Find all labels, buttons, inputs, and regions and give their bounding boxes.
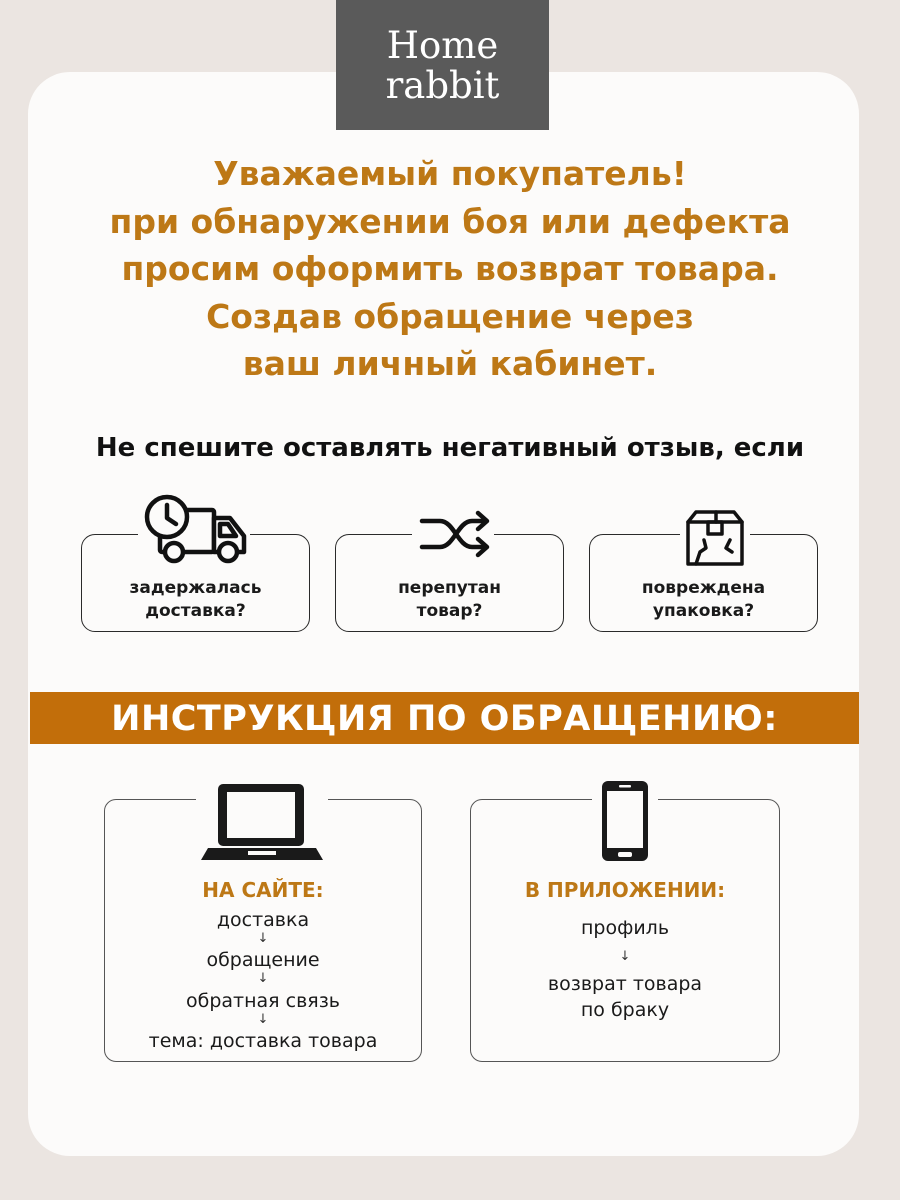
- down-arrow-icon: ↓: [257, 971, 269, 986]
- site-step: обратная связь: [185, 990, 341, 1012]
- intro-message: [40, 150, 860, 388]
- delivery-truck-clock-icon: [138, 490, 250, 568]
- down-arrow-icon: ↓: [619, 949, 631, 964]
- lead-text: Не спешите оставлять негативный отзыв, если: [95, 433, 805, 463]
- brand-logo: [336, 0, 549, 130]
- intro-line: просим оформить возврат товара.: [121, 249, 779, 288]
- site-step: доставка: [216, 909, 310, 931]
- smartphone-icon: [592, 778, 658, 864]
- intro-line: Создав обращение через: [206, 296, 694, 336]
- app-step: по браку: [580, 999, 670, 1021]
- site-step: обращение: [206, 949, 320, 971]
- shuffle-arrows-icon: [412, 505, 494, 561]
- logo-line-2: rabbit: [385, 64, 500, 107]
- site-step: тема: доставка товара: [148, 1030, 378, 1052]
- issue-label: упаковка?: [652, 601, 755, 621]
- app-step: профиль: [580, 917, 670, 939]
- down-arrow-icon: ↓: [257, 1012, 269, 1027]
- issue-label: доставка?: [145, 601, 246, 621]
- intro-line: ваш личный кабинет.: [242, 344, 658, 383]
- issue-label: повреждена: [641, 578, 766, 598]
- logo-line-1: Home: [386, 24, 499, 67]
- laptop-icon: [196, 780, 328, 865]
- damaged-box-icon: [680, 508, 750, 568]
- issue-label: перепутан: [398, 578, 501, 598]
- down-arrow-icon: ↓: [257, 931, 269, 946]
- instruction-banner: ИНСТРУКЦИЯ ПО ОБРАЩЕНИЮ:: [30, 692, 859, 744]
- intro-line: при обнаружении боя или дефекта: [109, 201, 791, 241]
- issue-label: товар?: [416, 601, 483, 621]
- app-step: возврат товара: [547, 973, 703, 995]
- issue-label: задержалась: [129, 578, 262, 598]
- site-title: НА САЙТЕ:: [202, 878, 324, 902]
- intro-line: Уважаемый покупатель!: [213, 154, 687, 193]
- app-title: В ПРИЛОЖЕНИИ:: [524, 878, 726, 902]
